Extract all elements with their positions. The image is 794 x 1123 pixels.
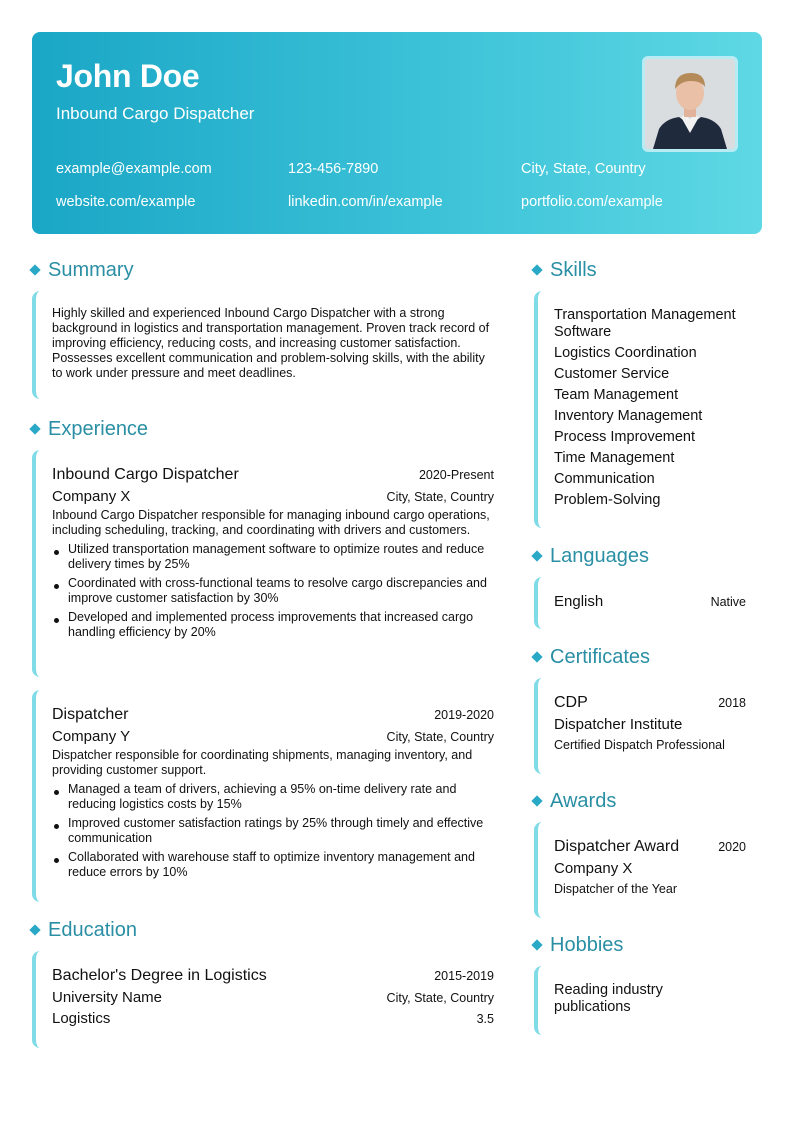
language-name: English <box>554 593 604 610</box>
education-dates: 2015-2019 <box>434 969 494 983</box>
portfolio-link[interactable]: portfolio.com/example <box>521 194 663 210</box>
language-level: Native <box>710 595 746 609</box>
skill-item: Time Management <box>554 450 675 466</box>
list-item: Managed a team of drivers, achieving a 95% on-time delivery rate and reducing logistics costs by 15% <box>52 782 494 812</box>
skill-item: Process Improvement <box>554 429 696 445</box>
job-description: Dispatcher responsible for coordinating shipments, managing inventory, and providing customer support. <box>52 748 473 777</box>
certificate-year: 2018 <box>718 696 746 710</box>
award-description: Dispatcher of the Year <box>554 882 677 896</box>
summary-heading-text: Summary <box>48 259 134 281</box>
phone-text[interactable]: 123-456-7890 <box>288 161 379 177</box>
diamond-icon <box>531 550 542 561</box>
awards-heading <box>532 788 616 814</box>
hobby-item: Reading industry publications <box>554 982 663 1015</box>
certificate-full-name: Certified Dispatch Professional <box>554 738 725 752</box>
diamond-icon <box>531 651 542 662</box>
skill-item: Logistics Coordination <box>554 345 697 361</box>
job-dates: 2020-Present <box>418 468 494 482</box>
certificate-entry <box>534 678 746 774</box>
experience-heading-text: Experience <box>48 418 149 440</box>
list-item: Developed and implemented process improvements that increased cargo handling efficiency by 20% <box>52 610 494 640</box>
summary-text: Highly skilled and experienced Inbound Cargo Dispatcher with a strong background in logistics and transportation management. Proven track record of improving efficiency, reducing costs, and increasing customer satisfaction. Possesses excellent communication and problem-solving skills, with the ability to work under pressure and meet deadlines. <box>52 306 490 380</box>
education-entry <box>32 951 494 1048</box>
job-title: Inbound Cargo Dispatcher <box>52 466 239 483</box>
profile-photo <box>642 56 738 152</box>
hobbies-block <box>534 966 746 1035</box>
job-achievements <box>52 782 494 880</box>
linkedin-link[interactable]: linkedin.com/in/example <box>288 194 443 210</box>
location-text: City, State, Country <box>521 161 646 177</box>
website-link[interactable]: website.com/example <box>56 194 196 210</box>
award-name: Dispatcher Award <box>554 838 680 855</box>
job-title: Dispatcher <box>52 706 129 723</box>
diamond-icon <box>531 939 542 950</box>
hobbies-heading-text: Hobbies <box>550 934 624 956</box>
job-entry <box>32 690 494 902</box>
skills-heading-text: Skills <box>550 259 597 281</box>
education-heading <box>30 917 137 943</box>
job-location: City, State, Country <box>386 490 494 504</box>
list-item: Improved customer satisfaction ratings by 25% through timely and effective communication <box>52 816 494 846</box>
certificates-heading <box>532 644 650 670</box>
languages-heading <box>532 543 649 569</box>
awards-heading-text: Awards <box>550 790 617 812</box>
job-company: Company X <box>52 488 131 505</box>
list-item: Coordinated with cross-functional teams to resolve cargo discrepancies and improve customer satisfaction by 30% <box>52 576 494 606</box>
skills-block <box>534 291 746 528</box>
job-achievements <box>52 542 494 640</box>
diamond-icon <box>29 264 40 275</box>
summary-heading <box>30 257 134 283</box>
field-of-study: Logistics <box>52 1010 111 1027</box>
education-heading-text: Education <box>48 919 137 941</box>
skill-item: Team Management <box>554 387 679 403</box>
candidate-name: John Doe <box>56 58 200 94</box>
school-name: University Name <box>52 989 163 1006</box>
award-entry <box>534 822 746 918</box>
diamond-icon <box>29 924 40 935</box>
skill-item: Problem-Solving <box>554 492 661 508</box>
summary-block <box>32 291 494 399</box>
skill-item: Communication <box>554 471 655 487</box>
certificate-name: CDP <box>554 694 588 711</box>
gpa: 3.5 <box>476 1012 494 1026</box>
job-location: City, State, Country <box>386 730 494 744</box>
experience-heading <box>30 416 148 442</box>
skill-item: Transportation Management Software <box>554 307 736 340</box>
job-dates: 2019-2020 <box>434 708 494 722</box>
hobbies-heading <box>532 932 623 958</box>
award-issuer: Company X <box>554 860 633 877</box>
candidate-title: Inbound Cargo Dispatcher <box>56 104 255 123</box>
skills-heading <box>532 257 597 283</box>
list-item: Collaborated with warehouse staff to optimize inventory management and reduce errors by 10% <box>52 850 494 880</box>
award-year: 2020 <box>718 840 746 854</box>
languages-block <box>534 577 746 629</box>
degree: Bachelor's Degree in Logistics <box>52 967 267 984</box>
email-link[interactable]: example@example.com <box>56 161 212 177</box>
school-location: City, State, Country <box>386 991 494 1005</box>
skill-item: Customer Service <box>554 366 670 382</box>
certificate-issuer: Dispatcher Institute <box>554 716 683 733</box>
job-description: Inbound Cargo Dispatcher responsible for managing inbound cargo operations, including scheduling, tracking, and coordinating with drivers and customers. <box>52 508 490 537</box>
job-entry <box>32 450 494 677</box>
list-item: Utilized transportation management software to optimize routes and reduce delivery times by 25% <box>52 542 494 572</box>
resume-header <box>32 32 762 234</box>
job-company: Company Y <box>52 728 131 745</box>
diamond-icon <box>531 795 542 806</box>
skill-item: Inventory Management <box>554 408 703 424</box>
diamond-icon <box>531 264 542 275</box>
languages-heading-text: Languages <box>550 545 649 567</box>
certificates-heading-text: Certificates <box>550 646 651 668</box>
diamond-icon <box>29 423 40 434</box>
